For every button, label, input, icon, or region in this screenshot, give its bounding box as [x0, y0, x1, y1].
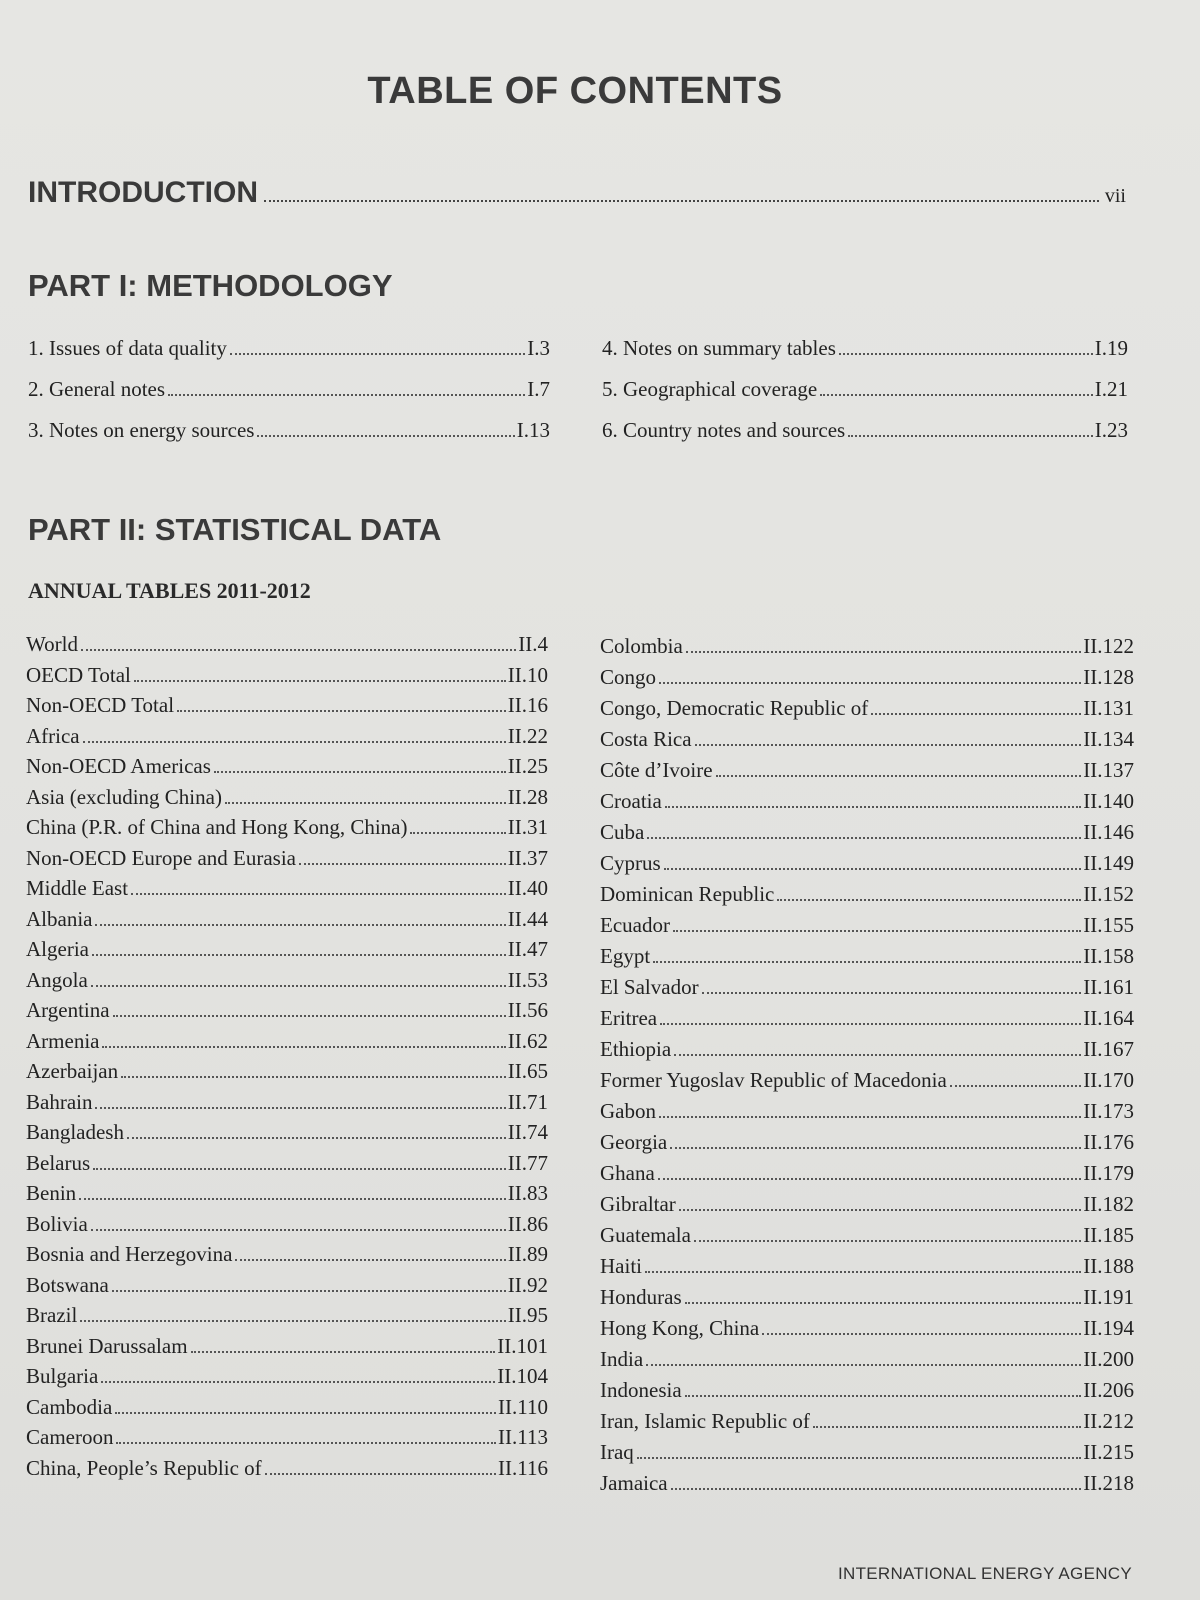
- toc-entry-page: II.40: [507, 876, 548, 900]
- dot-leader: [839, 353, 1093, 355]
- toc-entry-page: I.3: [527, 336, 550, 360]
- dot-leader: [820, 394, 1093, 396]
- toc-entry: [26, 784, 548, 818]
- toc-entry: [26, 756, 548, 787]
- toc-entry: [600, 1380, 1134, 1411]
- toc-entry-label: 4. Notes on summary tables: [602, 336, 836, 360]
- toc-entry-page: II.47: [507, 937, 548, 961]
- toc-entry: [28, 379, 550, 420]
- toc-entry-page: II.92: [507, 1272, 548, 1297]
- dot-leader: [762, 1333, 1081, 1335]
- toc-entry-page: II.185: [1083, 1223, 1134, 1247]
- toc-entry-label: Iraq: [600, 1440, 634, 1464]
- dot-leader: [410, 832, 505, 834]
- toc-entry: [26, 878, 548, 909]
- toc-entry: [600, 1039, 1134, 1070]
- dot-leader: [685, 1302, 1082, 1304]
- toc-entry-page: II.101: [497, 1333, 548, 1358]
- toc-entry-page: II.158: [1083, 944, 1134, 968]
- dot-leader: [177, 710, 506, 712]
- toc-entry-label: Azerbaijan: [26, 1059, 119, 1083]
- toc-entry-label: Guatemala: [600, 1223, 691, 1247]
- toc-entry-label: World: [26, 632, 78, 656]
- dot-leader: [92, 954, 506, 956]
- dot-leader: [127, 1137, 506, 1139]
- toc-entry-label: Honduras: [600, 1285, 682, 1309]
- toc-entry-page: II.134: [1083, 727, 1134, 751]
- toc-entry: [602, 338, 1128, 379]
- dot-leader: [673, 930, 1081, 932]
- toc-entry: [600, 884, 1134, 915]
- dot-leader: [950, 1085, 1081, 1087]
- toc-entry-label: Argentina: [26, 998, 110, 1022]
- dot-leader: [81, 649, 516, 651]
- dot-leader: [716, 775, 1082, 777]
- toc-entry-label: Bosnia and Herzegovina: [26, 1242, 233, 1266]
- dot-leader: [299, 863, 506, 865]
- toc-entry: [600, 977, 1134, 1008]
- toc-entry: [26, 1150, 548, 1184]
- toc-entry-label: Eritrea: [600, 1006, 658, 1030]
- toc-entry: [600, 667, 1134, 698]
- toc-entry-label: Bahrain: [26, 1089, 93, 1114]
- toc-entry-page: II.179: [1083, 1161, 1134, 1185]
- toc-entry-page: II.104: [497, 1364, 548, 1388]
- toc-entry-label: China (P.R. of China and Hong Kong, China): [26, 815, 408, 839]
- dot-leader: [93, 1168, 506, 1170]
- dot-leader: [91, 1229, 506, 1231]
- toc-entry: [600, 853, 1134, 884]
- toc-entry: [600, 822, 1134, 853]
- toc-entry-label: India: [600, 1347, 644, 1371]
- toc-entry-page: I.23: [1094, 418, 1128, 442]
- toc-entry: [26, 906, 548, 940]
- part2-left-column: [26, 634, 548, 1488]
- toc-entry: [26, 1305, 548, 1336]
- toc-entry: [26, 1061, 548, 1092]
- toc-entry-label: 2. General notes: [28, 377, 166, 401]
- part2-subheading: ANNUAL TABLES 2011-2012: [28, 578, 311, 603]
- toc-entry-label: Asia (excluding China): [26, 784, 222, 809]
- toc-entry-label: Cuba: [600, 820, 645, 844]
- dot-leader: [848, 435, 1093, 437]
- toc-entry-label: Indonesia: [600, 1378, 682, 1402]
- toc-entry-label: Georgia: [600, 1130, 668, 1154]
- toc-entry: [26, 695, 548, 726]
- dot-leader: [702, 992, 1082, 994]
- toc-entry: [26, 634, 548, 665]
- dot-leader: [645, 1271, 1081, 1273]
- toc-entry-label: Cyprus: [600, 851, 661, 875]
- dot-leader: [101, 1381, 495, 1383]
- toc-entry-page: II.56: [507, 998, 548, 1022]
- toc-entry-label: Hong Kong, China: [600, 1316, 760, 1340]
- dot-leader: [646, 1364, 1081, 1366]
- dot-leader: [659, 682, 1081, 684]
- toc-entry: [600, 698, 1134, 729]
- toc-entry-page: II.131: [1083, 696, 1134, 720]
- dot-leader: [665, 806, 1081, 808]
- dot-leader: [191, 1351, 496, 1353]
- toc-entry-page: II.116: [498, 1455, 548, 1480]
- dot-leader: [214, 771, 506, 773]
- toc-entry-label: Benin: [26, 1181, 77, 1205]
- toc-entry-page: II.74: [507, 1120, 548, 1144]
- dot-leader: [131, 893, 506, 895]
- toc-entry-label: Bolivia: [26, 1211, 88, 1236]
- toc-entry-label: Côte d’Ivoire: [600, 758, 713, 782]
- toc-entry-page: II.167: [1083, 1037, 1134, 1061]
- toc-entry: [26, 1427, 548, 1458]
- part1-right-column: [602, 338, 1128, 461]
- toc-entry: [26, 662, 548, 696]
- toc-entry-page: II.77: [507, 1150, 548, 1175]
- dot-leader: [95, 924, 505, 926]
- toc-entry-page: II.176: [1083, 1130, 1134, 1154]
- toc-entry-page: II.31: [507, 815, 548, 839]
- toc-entry-page: II.149: [1083, 851, 1134, 875]
- toc-entry-label: Ghana: [600, 1161, 655, 1185]
- toc-entry: [26, 1183, 548, 1214]
- toc-entry-page: II.173: [1083, 1099, 1134, 1123]
- toc-entry-page: II.122: [1083, 634, 1134, 658]
- toc-entry: [600, 1442, 1134, 1473]
- toc-entry: [26, 1333, 548, 1367]
- dot-leader: [225, 802, 506, 804]
- toc-entry-page: II.194: [1083, 1316, 1134, 1340]
- toc-entry-label: El Salvador: [600, 975, 699, 999]
- toc-entry-label: 5. Geographical coverage: [602, 377, 818, 401]
- page-title: TABLE OF CONTENTS: [367, 70, 783, 112]
- toc-entry: [600, 1349, 1134, 1380]
- toc-entry: [602, 420, 1128, 461]
- toc-entry-label: Congo: [600, 665, 657, 689]
- toc-entry: [600, 1101, 1134, 1132]
- toc-entry: [600, 1132, 1134, 1163]
- toc-entry: [26, 1211, 548, 1245]
- dot-leader: [670, 1147, 1081, 1149]
- toc-entry-page: II.137: [1083, 758, 1134, 782]
- dot-leader: [664, 868, 1082, 870]
- toc-entry: [600, 1256, 1134, 1287]
- dot-leader: [674, 1054, 1081, 1056]
- toc-entry-page: II.146: [1083, 820, 1134, 844]
- toc-entry-label: OECD Total: [26, 662, 131, 687]
- toc-entry-page: II.206: [1083, 1378, 1134, 1402]
- toc-entry-page: II.161: [1083, 975, 1134, 999]
- toc-entry: [26, 845, 548, 879]
- dot-leader: [116, 1442, 496, 1444]
- toc-entry: [602, 379, 1128, 420]
- dot-leader: [658, 1178, 1081, 1180]
- toc-entry: [600, 1070, 1134, 1101]
- toc-entry-label: Egypt: [600, 944, 651, 968]
- toc-entry-label: Middle East: [26, 876, 129, 900]
- toc-entry-page: II.25: [507, 754, 548, 778]
- toc-entry-introduction: [28, 176, 1126, 210]
- toc-entry: [600, 1194, 1134, 1225]
- toc-entry-page: I.7: [527, 377, 550, 401]
- toc-entry-page: II.215: [1083, 1440, 1134, 1464]
- toc-entry-label: Congo, Democratic Republic of: [600, 696, 869, 720]
- toc-entry-label: Jamaica: [600, 1471, 668, 1495]
- toc-entry-page: II.16: [507, 693, 548, 717]
- toc-entry-page: II.140: [1083, 789, 1134, 813]
- toc-entry: [600, 1008, 1134, 1039]
- dot-leader: [686, 651, 1081, 653]
- toc-entry: [600, 1411, 1134, 1442]
- toc-entry-label: Africa: [26, 723, 80, 748]
- toc-entry: [600, 946, 1134, 977]
- toc-entry-label: Haiti: [600, 1254, 642, 1278]
- introduction-page: vii: [1104, 185, 1126, 207]
- toc-entry: [26, 1122, 548, 1153]
- dot-leader: [257, 435, 514, 437]
- dot-leader: [102, 1046, 505, 1048]
- dot-leader: [679, 1209, 1081, 1211]
- dot-leader: [83, 741, 506, 743]
- toc-entry-page: II.113: [498, 1425, 548, 1449]
- toc-entry-label: 6. Country notes and sources: [602, 418, 846, 442]
- dot-leader: [694, 1240, 1081, 1242]
- toc-entry-page: II.128: [1083, 665, 1134, 689]
- toc-entry-page: II.191: [1083, 1285, 1134, 1309]
- dot-leader: [112, 1290, 506, 1292]
- toc-entry-label: Dominican Republic: [600, 882, 775, 906]
- dot-leader: [265, 1473, 496, 1475]
- toc-entry-label: Colombia: [600, 634, 683, 658]
- toc-entry-page: II.170: [1083, 1068, 1134, 1092]
- toc-entry-label: 1. Issues of data quality: [28, 336, 227, 360]
- dot-leader: [871, 713, 1081, 715]
- toc-entry-label: Brunei Darussalam: [26, 1333, 188, 1358]
- toc-entry-page: II.28: [507, 784, 548, 809]
- toc-entry-page: I.21: [1094, 377, 1128, 401]
- dot-leader: [264, 200, 1099, 202]
- toc-entry-page: I.19: [1094, 336, 1128, 360]
- toc-entry-label: Angola: [26, 967, 88, 992]
- toc-entry: [600, 915, 1134, 946]
- toc-entry: [600, 636, 1134, 667]
- toc-entry: [26, 1028, 548, 1062]
- toc-entry: [26, 1244, 548, 1275]
- dot-leader: [91, 985, 506, 987]
- toc-entry-page: II.65: [507, 1059, 548, 1083]
- part2-right-column: [600, 636, 1134, 1504]
- toc-entry-page: II.188: [1083, 1254, 1134, 1278]
- dot-leader: [637, 1457, 1081, 1459]
- toc-entry-label: Armenia: [26, 1028, 100, 1053]
- toc-entry-page: II.83: [507, 1181, 548, 1205]
- toc-entry-page: II.4: [518, 632, 548, 656]
- toc-entry-page: II.164: [1083, 1006, 1134, 1030]
- toc-entry-label: Cameroon: [26, 1425, 114, 1449]
- part2-heading: PART II: STATISTICAL DATA: [28, 512, 442, 547]
- dot-leader: [659, 1116, 1081, 1118]
- introduction-label: INTRODUCTION: [28, 176, 258, 209]
- toc-entry: [26, 1366, 548, 1397]
- toc-entry-page: II.37: [507, 845, 548, 870]
- dot-leader: [121, 1076, 506, 1078]
- dot-leader: [168, 394, 525, 396]
- toc-entry-page: II.95: [507, 1303, 548, 1327]
- toc-entry: [28, 338, 550, 379]
- publisher-footer: INTERNATIONAL ENERGY AGENCY: [837, 1564, 1132, 1583]
- toc-entry-page: II.110: [498, 1394, 548, 1419]
- toc-entry-label: Cambodia: [26, 1394, 113, 1419]
- toc-entry-label: Brazil: [26, 1303, 78, 1327]
- toc-entry: [26, 1089, 548, 1123]
- toc-entry-label: China, People’s Republic of: [26, 1455, 262, 1480]
- dot-leader: [79, 1198, 506, 1200]
- toc-entry: [600, 1318, 1134, 1349]
- toc-entry: [26, 967, 548, 1001]
- dot-leader: [653, 961, 1081, 963]
- toc-entry-page: II.218: [1083, 1471, 1134, 1495]
- toc-entry-page: II.155: [1083, 913, 1134, 937]
- toc-entry-label: 3. Notes on energy sources: [28, 418, 255, 442]
- toc-entry-label: Costa Rica: [600, 727, 692, 751]
- dot-leader: [230, 353, 525, 355]
- toc-entry-page: II.212: [1083, 1409, 1134, 1433]
- toc-entry-label: Gabon: [600, 1099, 656, 1123]
- toc-entry-page: II.44: [507, 906, 548, 931]
- toc-entry-label: Belarus: [26, 1150, 91, 1175]
- dot-leader: [813, 1426, 1081, 1428]
- toc-entry-page: II.10: [507, 662, 548, 687]
- toc-entry: [600, 1225, 1134, 1256]
- toc-entry: [600, 1473, 1134, 1504]
- toc-entry-page: II.53: [507, 967, 548, 992]
- part1-left-column: [28, 338, 550, 461]
- toc-entry-label: Bulgaria: [26, 1364, 99, 1388]
- toc-entry: [26, 939, 548, 970]
- toc-entry-label: Croatia: [600, 789, 662, 813]
- toc-entry-label: Former Yugoslav Republic of Macedonia: [600, 1068, 947, 1092]
- toc-entry: [28, 420, 550, 461]
- toc-entry: [26, 1272, 548, 1306]
- toc-entry-page: II.71: [507, 1089, 548, 1114]
- dot-leader: [235, 1259, 505, 1261]
- toc-entry-label: Non-OECD Total: [26, 693, 175, 717]
- dot-leader: [80, 1320, 505, 1322]
- dot-leader: [777, 899, 1081, 901]
- toc-entry: [600, 729, 1134, 760]
- toc-entry: [600, 791, 1134, 822]
- toc-entry: [26, 1394, 548, 1428]
- toc-entry-label: Iran, Islamic Republic of: [600, 1409, 810, 1433]
- toc-entry-label: Non-OECD Europe and Eurasia: [26, 845, 297, 870]
- toc-entry: [600, 1163, 1134, 1194]
- toc-entry-label: Algeria: [26, 937, 89, 961]
- toc-entry-label: Ecuador: [600, 913, 670, 937]
- dot-leader: [660, 1023, 1081, 1025]
- toc-entry-label: Gibraltar: [600, 1192, 676, 1216]
- toc-entry-page: II.89: [507, 1242, 548, 1266]
- dot-leader: [115, 1412, 496, 1414]
- toc-entry-page: II.182: [1083, 1192, 1134, 1216]
- toc-entry: [26, 1000, 548, 1031]
- toc-entry-page: II.152: [1083, 882, 1134, 906]
- toc-entry: [600, 1287, 1134, 1318]
- toc-entry-label: Non-OECD Americas: [26, 754, 211, 778]
- toc-entry: [26, 817, 548, 848]
- dot-leader: [95, 1107, 505, 1109]
- toc-entry: [600, 760, 1134, 791]
- dot-leader: [647, 837, 1081, 839]
- dot-leader: [695, 744, 1082, 746]
- toc-entry-label: Bangladesh: [26, 1120, 124, 1144]
- dot-leader: [134, 680, 506, 682]
- toc-entry-page: II.22: [507, 723, 548, 748]
- toc-entry-label: Ethiopia: [600, 1037, 672, 1061]
- toc-entry: [26, 723, 548, 757]
- toc-entry-page: II.200: [1083, 1347, 1134, 1371]
- toc-entry-label: Botswana: [26, 1272, 109, 1297]
- dot-leader: [671, 1488, 1082, 1490]
- toc-entry-page: I.13: [516, 418, 550, 442]
- part1-heading: PART I: METHODOLOGY: [28, 268, 393, 303]
- toc-entry: [26, 1455, 548, 1489]
- dot-leader: [113, 1015, 506, 1017]
- toc-entry-page: II.86: [507, 1211, 548, 1236]
- dot-leader: [685, 1395, 1082, 1397]
- toc-entry-label: Albania: [26, 906, 93, 931]
- toc-entry-page: II.62: [507, 1028, 548, 1053]
